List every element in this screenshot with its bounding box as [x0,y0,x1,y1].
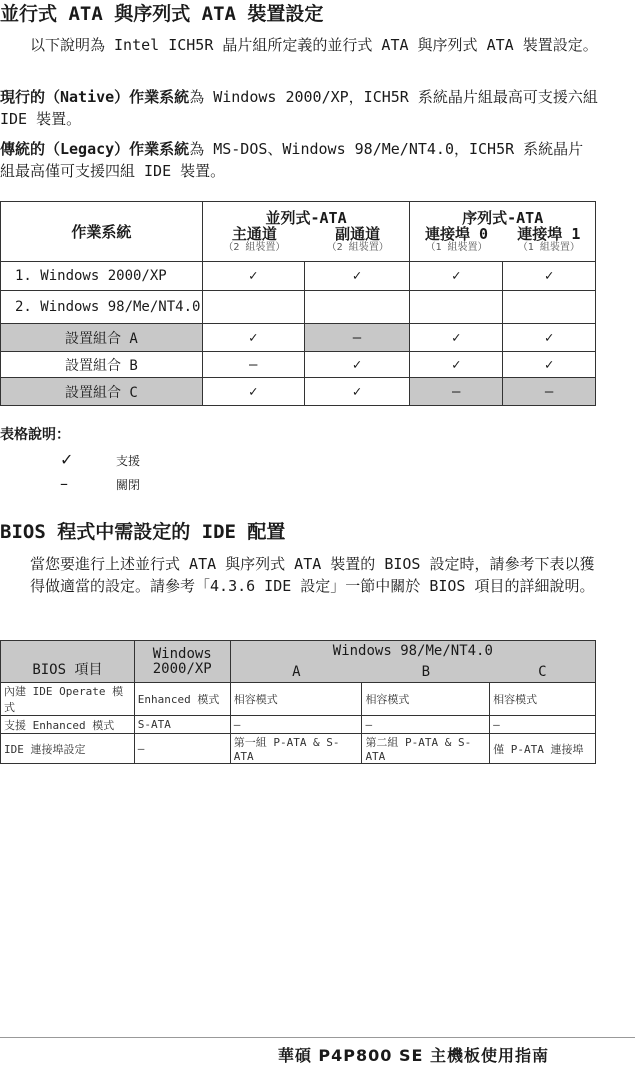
legacy-os-label: 傳統的（Legacy）作業系統 [0,140,190,158]
header-win98: Windows 98/Me/NT4.0 [230,641,595,662]
check-mark: ✓ [410,262,503,291]
legend-support-label: 支援 [116,454,141,468]
footer-title: 華碩 P4P800 SE 主機板使用指南 [277,1046,549,1065]
header-pata [202,202,410,262]
header-win2000 [134,641,230,683]
check-mark: ✓ [503,324,596,352]
config-c-value-cell: 僅 P-ATA 連接埠 [490,734,596,764]
empty-cell [304,291,410,324]
section1-title: 並行式 ATA 與序列式 ATA 裝置設定 [0,3,324,25]
legend-check-symbol: ✓ [60,450,74,469]
header-config-b: B [362,662,490,683]
legacy-os-text: 為 MS-DOS、Windows 98/Me/NT4.0，ICH5R 系統晶片組最高僅可支援四組 IDE 裝置。 [0,140,584,180]
header-win2000-line1: Windows [152,645,212,662]
header-primary-cell [203,226,306,254]
check-mark: ✓ [202,262,304,291]
legacy-os-paragraph [0,138,598,182]
config-b-value-cell: 第二組 P-ATA & S-ATA [362,734,490,764]
dash-mark: – [410,378,503,406]
section2-title: BIOS 程式中需設定的 IDE 配置 [0,521,286,543]
header-secondary-sub: （2 組裝置） [326,241,389,253]
header-sata [410,202,596,262]
table-row [1,716,596,734]
header-config-a: A [230,662,362,683]
config-a-value-cell: 第一組 P-ATA & S-ATA [230,734,362,764]
legend-support [60,450,140,469]
check-mark: ✓ [304,262,410,291]
check-mark: ✓ [410,324,503,352]
config-a-value-cell: – [230,716,362,734]
legend-off [60,474,140,493]
bios-item-cell: 支援 Enhanced 模式 [1,716,135,734]
legend-off-label: 關閉 [116,478,141,492]
header-port0: 連接埠 0 [424,224,489,243]
table-row [1,291,596,324]
row-set-c-label: 設置組合 C [1,378,203,406]
check-mark: ✓ [410,352,503,378]
config-a-value-cell: 相容模式 [230,683,362,716]
header-port1-cell [503,226,595,254]
row-set-b-label: 設置組合 B [1,352,203,378]
header-win2000-line2: 2000/XP [152,660,212,677]
win2000-value-cell: Enhanced 模式 [134,683,230,716]
header-port1: 連接埠 1 [517,224,581,243]
check-mark: ✓ [202,378,304,406]
table1-header-row [1,202,596,262]
bios-config-table [0,640,596,764]
empty-cell [503,291,596,324]
native-os-paragraph [0,86,598,130]
check-mark: ✓ [503,262,596,291]
header-port0-cell [410,226,502,254]
bios-item-cell: 內建 IDE Operate 模式 [1,683,135,716]
check-mark: ✓ [304,352,410,378]
config-b-value-cell: – [362,716,490,734]
check-mark: ✓ [304,378,410,406]
header-secondary: 副通道 [335,224,381,243]
bios-item-cell: IDE 連接埠設定 [1,734,135,764]
table-row [1,324,596,352]
win2000-value-cell: – [134,734,230,764]
header-config-c: C [490,662,596,683]
header-primary-sub: （2 組裝置） [223,241,286,253]
dash-mark: – [304,324,410,352]
section1-intro: 以下說明為 Intel ICH5R 晶片組所定義的並行式 ATA 與序列式 ATA 裝置設定。 [30,36,598,54]
header-port1-sub: （1 組裝置） [517,241,580,253]
row-win2000-label: 1. Windows 2000/XP [1,262,203,291]
ata-config-table [0,201,596,406]
row-set-a-label: 設置組合 A [1,324,203,352]
empty-cell [202,291,304,324]
config-c-value-cell: – [490,716,596,734]
native-os-label: 現行的（Native）作業系統 [0,88,190,106]
dash-mark: – [202,352,304,378]
dash-mark: – [503,378,596,406]
row-win98-label: 2. Windows 98/Me/NT4.0 [1,291,203,324]
table2-header-row1 [1,641,596,662]
check-mark: ✓ [503,352,596,378]
native-os-text: 為 Windows 2000/XP，ICH5R 系統晶片組最高可支援六組 IDE 裝置。 [0,88,598,128]
header-sata-label: 序列式-ATA [462,208,544,227]
header-secondary-cell [306,226,409,254]
section2-text: 當您要進行上述並行式 ATA 與序列式 ATA 裝置的 BIOS 設定時，請參考下表以獲得做適當的設定。請參考「4.3.6 IDE 設定」一節中關於 BIOS 項目的詳細說明。 [30,555,595,595]
table-row [1,352,596,378]
check-mark: ✓ [202,324,304,352]
table-row [1,683,596,716]
header-bios-item: BIOS 項目 [1,641,135,683]
header-pata-label: 並列式-ATA [265,208,347,227]
empty-cell [410,291,503,324]
header-os: 作業系統 [1,202,203,262]
legend-title: 表格說明： [0,427,70,443]
legend-dash-symbol: – [60,474,68,493]
config-b-value-cell: 相容模式 [362,683,490,716]
header-primary: 主通道 [231,224,277,243]
table-row [1,734,596,764]
table-row [1,262,596,291]
config-c-value-cell: 相容模式 [490,683,596,716]
win2000-value-cell: S-ATA [134,716,230,734]
table-row [1,378,596,406]
header-port0-sub: （1 組裝置） [425,241,488,253]
footer-divider [0,1037,635,1038]
